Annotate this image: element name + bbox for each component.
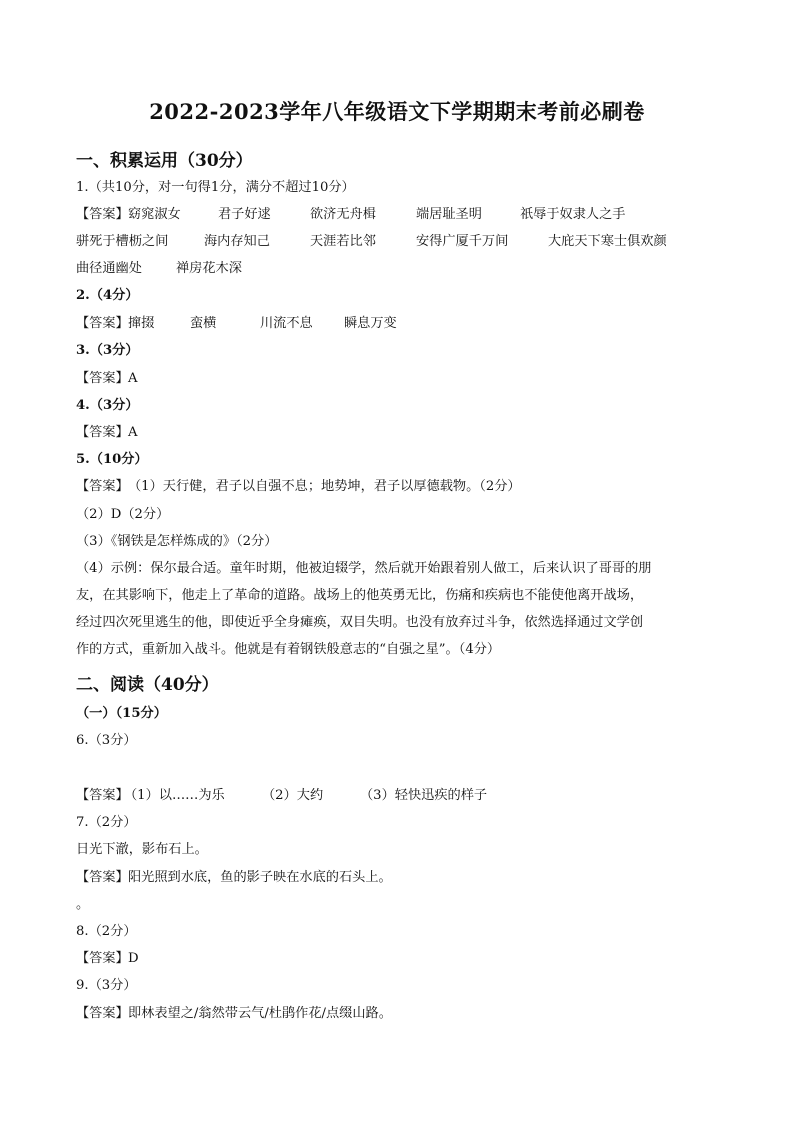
answer-5-part-4-line-2: 友，在其影响下，他走上了革命的道路。战场上的他英勇无比，伤痛和疾病也不能使他离开战场， bbox=[76, 588, 644, 603]
answer-item: 大庇天下寒士俱欢颜 bbox=[548, 234, 667, 249]
answer-label: 【答案】 bbox=[76, 425, 129, 440]
answer-value: A bbox=[128, 371, 138, 386]
answer-5-part-1 bbox=[76, 478, 716, 496]
answer-3-row bbox=[76, 370, 276, 388]
answer-item: 瞬息万变 bbox=[344, 316, 397, 331]
answer-item: 端居耻圣明 bbox=[416, 207, 482, 222]
question-7-header: 7.（2分） bbox=[76, 815, 137, 830]
question-8-header: 8.（2分） bbox=[76, 924, 137, 939]
answer-value: A bbox=[128, 425, 138, 440]
answer-1-row-2 bbox=[76, 233, 716, 251]
answer-label: 【答案】 bbox=[76, 1006, 129, 1021]
answer-item: 川流不息 bbox=[260, 316, 313, 331]
answer-item: （1）以……为乐 bbox=[124, 788, 225, 803]
answer-label: 【答案】 bbox=[76, 316, 129, 331]
answer-item: 禅房花木深 bbox=[176, 261, 242, 276]
answer-label: 【答案】 bbox=[76, 788, 129, 803]
answer-item: 蛮横 bbox=[190, 316, 217, 331]
answer-label: 【答案】 bbox=[76, 870, 129, 885]
answer-item: 天涯若比邻 bbox=[310, 234, 376, 249]
answer-value: （1）天行健，君子以自强不息；地势坤，君子以厚德载物。（2分） bbox=[128, 479, 521, 494]
answer-label: 【答案】 bbox=[76, 479, 129, 494]
question-7-quote: 日光下澈，影布石上。 bbox=[76, 842, 208, 857]
answer-8-row bbox=[76, 950, 276, 968]
answer-6-row bbox=[76, 787, 716, 805]
answer-1-row-3 bbox=[76, 260, 716, 278]
answer-item: 窈窕淑女 bbox=[128, 207, 181, 222]
answer-item: 曲径通幽处 bbox=[76, 261, 142, 276]
answer-label: 【答案】 bbox=[76, 951, 129, 966]
answer-1-row-1 bbox=[76, 206, 716, 224]
answer-item: （2）大约 bbox=[262, 788, 324, 803]
question-5-header: 5.（10分） bbox=[76, 452, 148, 467]
answer-item: （3）轻快迅疾的样子 bbox=[360, 788, 488, 803]
answer-5-part-4-line-4: 作的方式，重新加入战斗。他就是有着钢铁般意志的“自强之星”。（4分） bbox=[76, 642, 501, 657]
answer-5-part-4-line-3: 经过四次死里逃生的他，即使近乎全身瘫痪，双目失明。也没有放弃过斗争，依然选择通过文学创 bbox=[76, 615, 644, 630]
question-9-header: 9.（3分） bbox=[76, 978, 137, 993]
trailing-punctuation: 。 bbox=[76, 897, 90, 912]
question-1-header: 1.（共10分，对一句得1分，满分不超过10分） bbox=[76, 180, 355, 195]
answer-item: 安得广厦千万间 bbox=[416, 234, 509, 249]
answer-5-part-4-line-1: （4）示例：保尔最合适。童年时期，他被迫辍学，然后就开始跟着别人做工，后来认识了哥哥的朋 bbox=[76, 561, 652, 576]
answer-value: 即林表望之/翁然带云气/杜鹃作花/点缀山路。 bbox=[128, 1006, 392, 1021]
answer-value: D bbox=[128, 951, 139, 966]
answer-7-row bbox=[76, 869, 716, 887]
question-4-header: 4.（3分） bbox=[76, 398, 139, 413]
answer-item: 祇辱于奴隶人之手 bbox=[520, 207, 626, 222]
answer-item: 海内存知己 bbox=[204, 234, 270, 249]
answer-label: 【答案】 bbox=[76, 207, 129, 222]
answer-2-row bbox=[76, 315, 716, 333]
page-title: 2022-2023学年八年级语文下学期期末考前必刷卷 bbox=[149, 99, 645, 124]
answer-5-part-3: （3）《钢铁是怎样炼成的》（2分） bbox=[76, 534, 278, 549]
question-3-header: 3.（3分） bbox=[76, 343, 139, 358]
answer-item: 君子好逑 bbox=[218, 207, 271, 222]
question-6-header: 6.（3分） bbox=[76, 733, 137, 748]
section-heading-accumulation: 一、积累运用（30分） bbox=[76, 151, 253, 171]
question-2-header: 2.（4分） bbox=[76, 288, 139, 303]
answer-value: 阳光照到水底，鱼的影子映在水底的石头上。 bbox=[128, 870, 392, 885]
answer-4-row bbox=[76, 424, 276, 442]
answer-item: 撺掇 bbox=[128, 316, 155, 331]
answer-label: 【答案】 bbox=[76, 371, 129, 386]
section-heading-reading: 二、阅读（40分） bbox=[76, 675, 219, 695]
answer-item: 骈死于槽枥之间 bbox=[76, 234, 169, 249]
answer-9-row bbox=[76, 1005, 716, 1023]
answer-item: 欲济无舟楫 bbox=[310, 207, 376, 222]
answer-5-part-2: （2）D（2分） bbox=[76, 507, 170, 522]
subsection-heading: （一）（15分） bbox=[76, 706, 167, 721]
